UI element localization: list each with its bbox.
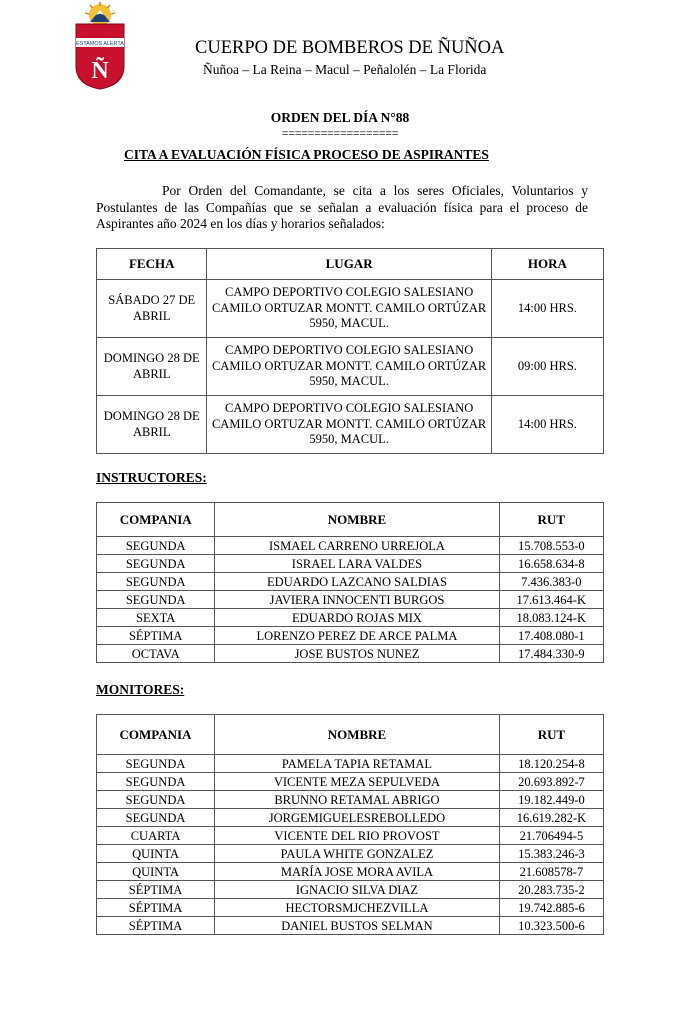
organization-name: CUERPO DE BOMBEROS DE ÑUÑOA [195, 38, 505, 58]
table-row [97, 609, 604, 627]
logo-motto: ESTAMOS ALERTA [76, 41, 124, 47]
rut-cell: 17.408.080-1 [499, 627, 603, 645]
table-row [97, 809, 604, 827]
schedule-time: 09:00 HRS. [491, 338, 603, 396]
schedule-place: CAMPO DEPORTIVO COLEGIO SALESIANO CAMILO ORTUZAR MONTT. CAMILO ORTÚZAR 5950, MACUL. [207, 280, 491, 338]
company-cell: SEGUNDA [97, 573, 215, 591]
name-cell: JORGEMIGUELESREBOLLEDO [215, 809, 500, 827]
table-row [97, 917, 604, 935]
table-row [97, 537, 604, 555]
order-title: ORDEN DEL DÍA N°88 [270, 110, 410, 125]
name-cell: EDUARDO ROJAS MIX [215, 609, 499, 627]
table-row [97, 845, 604, 863]
table-row [97, 773, 604, 791]
rut-cell: 20.693.892-7 [499, 773, 603, 791]
table-row [97, 396, 604, 454]
instructors-table [96, 502, 604, 663]
column-header-compania: COMPANIA [97, 715, 215, 755]
name-cell: ISRAEL LARA VALDES [215, 555, 499, 573]
company-cell: SEGUNDA [97, 591, 215, 609]
rut-cell: 15.383.246-3 [499, 845, 603, 863]
name-cell: HECTORSMJCHEZVILLA [215, 899, 500, 917]
table-row [97, 555, 604, 573]
table-row [97, 881, 604, 899]
schedule-header-row [97, 249, 604, 280]
company-cell: SEGUNDA [97, 555, 215, 573]
company-cell: OCTAVA [97, 645, 215, 663]
schedule-place: CAMPO DEPORTIVO COLEGIO SALESIANO CAMILO ORTUZAR MONTT. CAMILO ORTÚZAR 5950, MACUL. [207, 396, 491, 454]
table-row [97, 591, 604, 609]
intro-paragraph: Por Orden del Comandante, se cita a los seres Oficiales, Voluntarios y Postulantes de las Compañías que se señalan a evaluación física para el proceso de Aspirantes año 2024 en los días y horarios señalados: [96, 183, 588, 231]
schedule-time: 14:00 HRS. [491, 280, 603, 338]
company-cell: QUINTA [97, 863, 215, 881]
rut-cell: 21.608578-7 [499, 863, 603, 881]
summons-heading: CITA A EVALUACIÓN FÍSICA PROCESO DE ASPIRANTES [124, 147, 489, 162]
schedule-date: DOMINGO 28 DE ABRIL [97, 338, 207, 396]
rut-cell: 21.706494-5 [499, 827, 603, 845]
company-cell: SÉPTIMA [97, 917, 215, 935]
schedule-date: SÁBADO 27 DE ABRIL [97, 280, 207, 338]
sunburst-icon [85, 2, 115, 26]
company-cell: SÉPTIMA [97, 899, 215, 917]
column-header-nombre: NOMBRE [215, 503, 499, 537]
column-header-rut: RUT [499, 503, 603, 537]
company-cell: SÉPTIMA [97, 881, 215, 899]
name-cell: VICENTE MEZA SEPULVEDA [215, 773, 500, 791]
name-cell: LORENZO PEREZ DE ARCE PALMA [215, 627, 499, 645]
monitors-label: MONITORES: [96, 682, 185, 697]
company-cell: SEGUNDA [97, 773, 215, 791]
name-cell: PAULA WHITE GONZALEZ [215, 845, 500, 863]
name-cell: JAVIERA INNOCENTI BURGOS [215, 591, 499, 609]
rut-cell: 20.283.735-2 [499, 881, 603, 899]
column-header-compania: COMPANIA [97, 503, 215, 537]
rut-cell: 19.182.449-0 [499, 791, 603, 809]
rut-cell: 10.323.500-6 [499, 917, 603, 935]
table-row [97, 627, 604, 645]
column-header-rut: RUT [499, 715, 603, 755]
company-cell: SEGUNDA [97, 755, 215, 773]
name-cell: IGNACIO SILVA DIAZ [215, 881, 500, 899]
monitors-table [96, 714, 604, 935]
schedule-date: DOMINGO 28 DE ABRIL [97, 396, 207, 454]
organization-communes: Ñuñoa – La Reina – Macul – Peñalolén – La Florida [203, 62, 487, 77]
company-cell: SEGUNDA [97, 809, 215, 827]
fire-department-crest-logo [74, 2, 126, 90]
table-row [97, 280, 604, 338]
table-row [97, 863, 604, 881]
rut-cell: 7.436.383-0 [499, 573, 603, 591]
table-row [97, 645, 604, 663]
name-cell: EDUARDO LAZCANO SALDIAS [215, 573, 499, 591]
rut-cell: 16.619.282-K [499, 809, 603, 827]
company-cell: QUINTA [97, 845, 215, 863]
rut-cell: 19.742.885-6 [499, 899, 603, 917]
name-cell: ISMAEL CARRENO URREJOLA [215, 537, 499, 555]
instructors-header-row [97, 503, 604, 537]
table-row [97, 755, 604, 773]
table-row [97, 899, 604, 917]
rut-cell: 18.083.124-K [499, 609, 603, 627]
monitors-header-row [97, 715, 604, 755]
schedule-table [96, 248, 604, 454]
company-cell: CUARTA [97, 827, 215, 845]
column-header-fecha: FECHA [97, 249, 207, 280]
name-cell: JOSE BUSTOS NUNEZ [215, 645, 499, 663]
column-header-nombre: NOMBRE [215, 715, 500, 755]
rut-cell: 15.708.553-0 [499, 537, 603, 555]
rut-cell: 17.484.330-9 [499, 645, 603, 663]
table-row [97, 573, 604, 591]
order-separator: ================== [281, 126, 399, 140]
company-cell: SEXTA [97, 609, 215, 627]
schedule-place: CAMPO DEPORTIVO COLEGIO SALESIANO CAMILO ORTUZAR MONTT. CAMILO ORTÚZAR 5950, MACUL. [207, 338, 491, 396]
rut-cell: 16.658.634-8 [499, 555, 603, 573]
company-cell: SEGUNDA [97, 537, 215, 555]
name-cell: DANIEL BUSTOS SELMAN [215, 917, 500, 935]
schedule-time: 14:00 HRS. [491, 396, 603, 454]
name-cell: MARÍA JOSE MORA AVILA [215, 863, 500, 881]
name-cell: VICENTE DEL RIO PROVOST [215, 827, 500, 845]
company-cell: SÉPTIMA [97, 627, 215, 645]
table-row [97, 338, 604, 396]
logo-letter: Ñ [91, 58, 109, 84]
table-row [97, 791, 604, 809]
rut-cell: 17.613.464-K [499, 591, 603, 609]
company-cell: SEGUNDA [97, 791, 215, 809]
column-header-lugar: LUGAR [207, 249, 491, 280]
rut-cell: 18.120.254-8 [499, 755, 603, 773]
instructors-label: INSTRUCTORES: [96, 470, 207, 485]
name-cell: BRUNNO RETAMAL ABRIGO [215, 791, 500, 809]
column-header-hora: HORA [491, 249, 603, 280]
name-cell: PAMELA TAPIA RETAMAL [215, 755, 500, 773]
table-row [97, 827, 604, 845]
